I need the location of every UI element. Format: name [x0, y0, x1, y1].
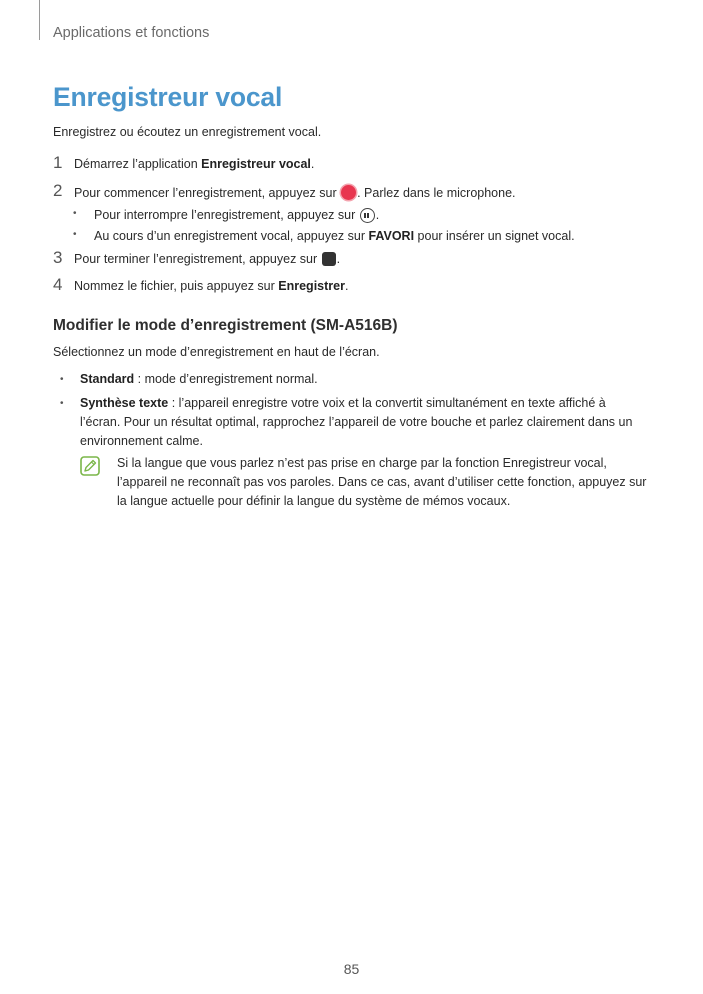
- note-text: Si la langue que vous parlez n’est pas prise en charge par la fonction Enregistreur vocal, l’appareil ne reconnaît pas vos paroles. Dans ce cas, avant d’utiliser cette fonction, appuyez sur la langue actuelle pour définir la langue du système de mémos vocaux.: [117, 456, 647, 508]
- section-title: Modifier le mode d’enregistrement (SM-A516B): [53, 317, 398, 334]
- step-number: 4: [53, 275, 63, 294]
- step-number: 3: [53, 248, 63, 267]
- bullet-dot: •: [60, 374, 64, 385]
- note-icon: [80, 456, 100, 476]
- stop-icon: [322, 252, 336, 266]
- record-icon: [341, 185, 356, 200]
- favori-label: FAVORI: [368, 229, 415, 243]
- step-number: 1: [53, 153, 63, 172]
- save-label: Enregistrer: [278, 279, 345, 293]
- step-number: 2: [53, 181, 63, 200]
- section-intro: Sélectionnez un mode d’enregistrement en haut de l’écran.: [53, 345, 380, 359]
- page-title: Enregistreur vocal: [53, 82, 283, 112]
- intro-text: Enregistrez ou écoutez un enregistrement vocal.: [53, 125, 322, 139]
- header-rule: [39, 0, 40, 40]
- bullet-dot: •: [73, 229, 77, 240]
- app-name: Enregistreur vocal: [201, 157, 311, 171]
- running-header: Applications et fonctions: [53, 25, 210, 41]
- bullet-dot: •: [60, 398, 64, 409]
- page-number: 85: [343, 961, 360, 977]
- pause-icon: [360, 208, 375, 223]
- bullet-dot: •: [73, 208, 77, 219]
